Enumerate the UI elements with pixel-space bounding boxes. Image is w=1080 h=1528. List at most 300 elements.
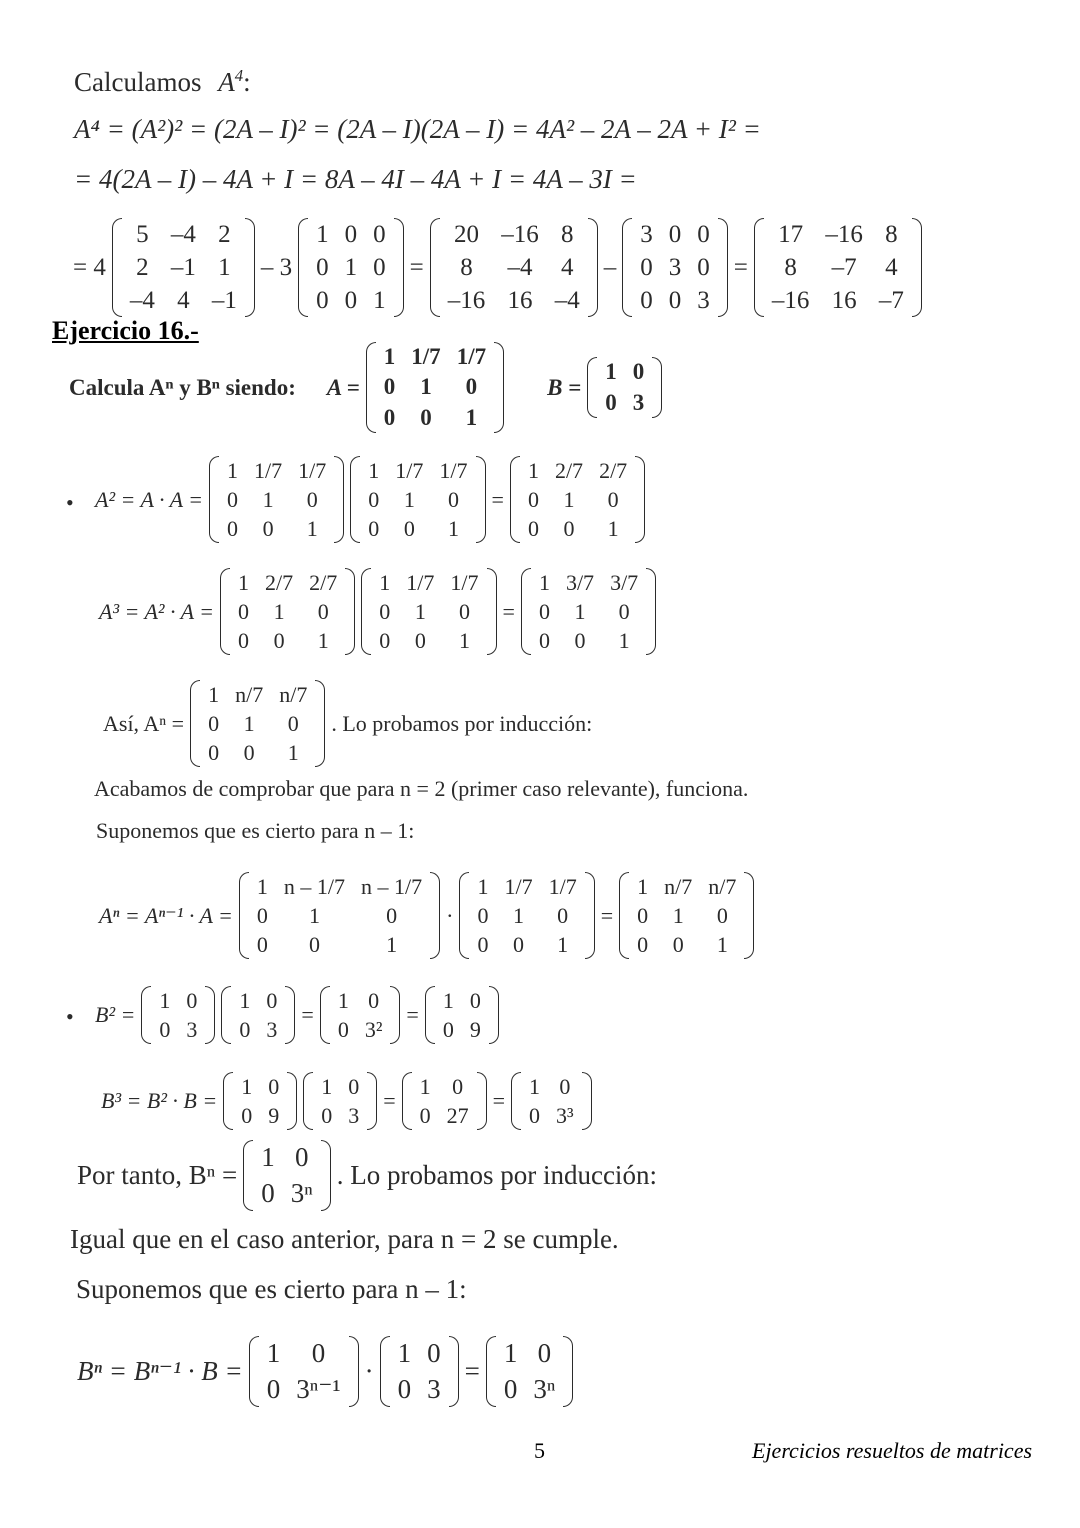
matrix-left-bracket <box>221 986 231 1044</box>
matrix-cell: 0 <box>397 1373 412 1404</box>
matrix-cell: 1 <box>465 404 478 430</box>
matrix-cell: 0 <box>261 1177 275 1208</box>
matrix-cell: 0 <box>427 1338 441 1368</box>
matrix-cell: 0 <box>227 487 239 513</box>
matrix-cell: 1 <box>529 1074 541 1099</box>
matrix-left-bracket <box>320 986 330 1044</box>
matrix-cell: 3ⁿ⁻¹ <box>296 1373 341 1404</box>
matrix-cell: 0 <box>316 287 329 314</box>
por-lhs: Por tanto, Bⁿ = <box>77 1160 238 1191</box>
matrix-cell: 1 <box>337 988 349 1013</box>
matrix-cell: 0 <box>477 932 489 958</box>
matrix <box>430 218 598 317</box>
matrix-body <box>259 1336 349 1407</box>
matrix-cell: 1 <box>563 487 575 513</box>
matrix-right-bracket <box>315 680 325 767</box>
matrix-b <box>587 357 662 418</box>
matrix-body <box>371 568 486 655</box>
igual-line: Igual que en el caso anterior, para n = 2 se cumple. <box>70 1224 619 1254</box>
result-matrix <box>425 986 499 1044</box>
matrix-right-bracket <box>494 342 504 433</box>
matrix-cell: 0 <box>386 903 398 929</box>
matrix-left-bracket <box>239 872 249 959</box>
matrix-cell: 8 <box>460 254 473 281</box>
matrix-left-bracket <box>361 568 371 655</box>
matrix-left-bracket <box>298 218 308 317</box>
bullet-a: • <box>66 490 74 515</box>
matrix-cell: 1/7 <box>439 458 468 483</box>
equals: = <box>409 253 424 281</box>
matrix-body <box>435 986 489 1044</box>
suppose-line-b: Suponemos que es cierto para n – 1: <box>76 1274 467 1304</box>
matrix-cell: 1 <box>458 628 470 654</box>
matrix-cell: 0 <box>266 988 278 1013</box>
matrix-cell: 1 <box>308 903 320 929</box>
matrix-body <box>313 1072 367 1130</box>
matrix <box>239 872 440 959</box>
matrix-cell: 0 <box>308 932 320 958</box>
matrix-cell: 1/7 <box>504 874 533 899</box>
matrix-cell: 1 <box>419 1074 431 1099</box>
matrix-right-bracket <box>287 1072 297 1130</box>
matrix-cell: 0 <box>697 221 710 248</box>
matrix-cell: 1 <box>316 221 329 248</box>
matrix <box>220 568 355 655</box>
matrix-cell: 1/7 <box>548 874 577 899</box>
matrix-cell: n/7 <box>708 874 737 899</box>
matrix-cell: 3 <box>427 1373 441 1404</box>
matrix-cell: 0 <box>256 932 268 958</box>
matrix-cell: 0 <box>273 628 285 654</box>
matrix-cell: 3³ <box>556 1103 574 1129</box>
matrix-cell: 0 <box>321 1103 333 1129</box>
matrix-left-bracket <box>303 1072 313 1130</box>
matrix-cell: 1 <box>261 1142 275 1172</box>
matrix-cell: –4 <box>554 287 580 314</box>
matrix-cell: 1 <box>716 932 728 958</box>
matrix-left-bracket <box>141 986 151 1044</box>
matrix-right-bracket <box>489 986 499 1044</box>
matrix-cell: 27 <box>446 1103 469 1129</box>
matrix-cell: 0 <box>477 903 489 929</box>
matrix <box>303 1072 377 1130</box>
matrix-cell: 0 <box>513 932 525 958</box>
matrix-cell: 2 <box>218 221 231 248</box>
bn-lhs: Bⁿ = Bⁿ⁻¹ · B = <box>77 1356 243 1387</box>
matrix-cell: 0 <box>268 1074 280 1099</box>
matrix-cell: 0 <box>640 254 653 281</box>
result-matrix <box>619 872 754 959</box>
matrix-cell: 1 <box>538 570 550 595</box>
matrix-cell: 3² <box>364 1017 383 1043</box>
matrix-body <box>440 218 588 317</box>
matrix-left-bracket <box>223 1072 233 1130</box>
matrix-body <box>253 1140 321 1211</box>
matrix-body <box>521 1072 582 1130</box>
matrix-cell: 0 <box>527 516 539 542</box>
result-matrix <box>486 1336 574 1407</box>
matrix-cell: 0 <box>697 254 710 281</box>
bn-line: Bⁿ = Bⁿ⁻¹ · B = 1 0 0 3ⁿ⁻¹ · 1 0 0 3 = 1 0 0 3ⁿ <box>74 1336 576 1407</box>
matrix-cell: 1 <box>239 988 251 1013</box>
matrix <box>320 986 401 1044</box>
matrix-right-bracket <box>334 456 344 543</box>
calculamos-exp: 4 <box>234 66 244 85</box>
matrix-cell: –4 <box>129 287 155 314</box>
matrix-cell: 1 <box>618 628 630 654</box>
dot: · <box>364 1356 374 1387</box>
matrix-right-bracket <box>321 1140 331 1211</box>
matrix-cell: 0 <box>241 1103 253 1129</box>
matrix-cell: 0 <box>337 1017 349 1043</box>
matrix-body <box>231 986 285 1044</box>
matrix-cell: 0 <box>618 599 630 625</box>
matrix-cell: 1 <box>306 516 318 542</box>
matrix <box>622 218 728 317</box>
matrix-cell: –16 <box>825 221 863 248</box>
identity-matrix <box>298 218 404 317</box>
matrix-cell: 9 <box>268 1103 280 1129</box>
matrix-cell: 16 <box>831 287 857 314</box>
matrix-body <box>219 456 334 543</box>
matrix-body <box>520 456 635 543</box>
matrix-cell: 0 <box>266 1373 281 1404</box>
coef-4: = 4 <box>73 253 106 281</box>
matrix-cell: 2 <box>136 254 149 281</box>
matrix-left-bracket <box>511 1072 521 1130</box>
matrix <box>361 568 496 655</box>
matrix-left-bracket <box>430 218 440 317</box>
matrix-left-bracket <box>112 218 122 317</box>
matrix-body <box>496 1336 564 1407</box>
matrix-cell: 1 <box>266 1338 281 1368</box>
b2-line: B² = 1 0 0 3 1 0 0 3 = 1 0 0 3² = 1 0 0 9 <box>92 986 502 1044</box>
matrix-body <box>200 680 315 767</box>
matrix-cell: 0 <box>420 404 432 430</box>
matrix-a <box>366 342 504 433</box>
matrix-cell: n/7 <box>279 682 308 707</box>
matrix-cell: 0 <box>632 359 645 385</box>
matrix-cell: 1 <box>241 1074 253 1099</box>
a-label: A = <box>326 374 360 400</box>
matrix-cell: 17 <box>778 221 804 248</box>
asi-tail: . Lo probamos por inducción: <box>331 710 593 736</box>
matrix-cell: 1 <box>159 988 171 1013</box>
matrix-cell: 0 <box>243 740 255 766</box>
por-tanto-line <box>74 1140 660 1211</box>
a4-matrix-line <box>70 218 925 317</box>
asi-lhs: Así, Aⁿ = <box>103 710 185 736</box>
matrix-cell: 0 <box>238 599 250 625</box>
matrix-cell: 0 <box>208 711 220 737</box>
matrix-cell: 0 <box>317 599 329 625</box>
matrix-cell: 1/7 <box>298 458 327 483</box>
result-matrix <box>754 218 922 317</box>
matrix-cell: 3 <box>640 221 653 248</box>
matrix-left-bracket <box>510 456 520 543</box>
matrix <box>209 456 344 543</box>
matrix-cell: 0 <box>559 1074 571 1099</box>
matrix-right-bracket <box>744 872 754 959</box>
matrix-right-bracket <box>394 218 404 317</box>
matrix-cell: 16 <box>507 287 533 314</box>
matrix-cell: 0 <box>316 254 329 281</box>
matrix-cell: 8 <box>784 254 797 281</box>
matrix-cell: 0 <box>287 711 299 737</box>
matrix-cell: 0 <box>311 1338 326 1368</box>
matrix-cell: 4 <box>177 287 190 314</box>
result-matrix <box>510 456 645 543</box>
matrix-right-bracket <box>367 1072 377 1130</box>
matrix-right-bracket <box>585 872 595 959</box>
matrix-cell: 0 <box>383 404 396 430</box>
matrix-cell: 4 <box>885 254 898 281</box>
matrix-right-bracket <box>487 568 497 655</box>
matrix-cell: 1 <box>513 903 525 929</box>
matrix-cell: 0 <box>256 903 268 929</box>
matrix-left-bracket <box>622 218 632 317</box>
matrix-cell: 1 <box>256 874 268 899</box>
matrix-body <box>376 342 494 433</box>
matrix-cell: 2/7 <box>265 570 294 595</box>
matrix-cell: –1 <box>211 287 237 314</box>
asi-line <box>100 680 595 767</box>
matrix-cell: 1 <box>527 458 539 483</box>
matrix-cell: 1 <box>403 487 415 513</box>
matrix-cell: 0 <box>557 903 569 929</box>
matrix <box>141 986 215 1044</box>
matrix-cell: 1 <box>287 740 299 766</box>
matrix-cell: 1 <box>557 932 569 958</box>
matrix-cell: 0 <box>186 988 198 1013</box>
matrix-cell: 0 <box>379 599 391 625</box>
matrix-cell: –7 <box>878 287 904 314</box>
matrix-cell: 0 <box>419 1103 431 1129</box>
matrix-body <box>390 1336 449 1407</box>
por-tail: . Lo probamos por inducción: <box>336 1160 657 1191</box>
matrix-left-bracket <box>402 1072 412 1130</box>
minus: – <box>603 253 617 281</box>
matrix-cell: 3 <box>266 1017 278 1043</box>
calculamos-line: Calculamos $A^4$: <box>74 66 251 97</box>
matrix-cell: 0 <box>529 1103 541 1129</box>
matrix-cell: 1/7 <box>406 570 435 595</box>
page-number: 5 <box>534 1438 545 1463</box>
matrix-cell: 3/7 <box>610 570 639 595</box>
matrix-cell: 0 <box>447 487 459 513</box>
matrix-cell: 1 <box>386 932 398 958</box>
matrix-cell: 1 <box>420 374 432 400</box>
matrix-cell: 1 <box>238 570 250 595</box>
matrix-cell: –16 <box>447 287 486 314</box>
matrix-cell: 0 <box>607 487 619 513</box>
matrix-cell: –16 <box>501 221 539 248</box>
matrix-cell: 0 <box>452 1074 464 1099</box>
matrix-body <box>531 568 646 655</box>
matrix-cell: 8 <box>885 221 898 248</box>
matrix-cell: 0 <box>574 628 586 654</box>
matrix-right-bracket <box>430 872 440 959</box>
matrix <box>459 872 594 959</box>
matrix-right-bracket <box>349 1336 359 1407</box>
matrix-cell: 0 <box>527 487 539 513</box>
matrix-cell: 0 <box>605 389 617 415</box>
matrix-cell: 0 <box>344 287 358 314</box>
matrix-right-bracket <box>476 456 486 543</box>
matrix-left-bracket <box>425 986 435 1044</box>
a4-line-2: = 4(2A – I) – 4A + I = 8A – 4I – 4A + I = 4A – 3I = <box>74 164 637 194</box>
matrix-cell: 3 <box>632 389 645 415</box>
matrix-cell: 0 <box>368 487 380 513</box>
matrix-cell: 1 <box>218 254 231 281</box>
a3-line: A³ = A² · A = 1 2/7 2/7 0 1 0 0 0 1 1 1/7 1/7 0 1 0 0 0 1 = 1 3/7 3/7 0 1 0 0 0 1 <box>96 568 659 655</box>
matrix-body <box>469 872 584 959</box>
matrix-cell: –16 <box>771 287 810 314</box>
matrix-cell: 0 <box>442 1017 454 1043</box>
matrix-cell: 1 <box>574 599 586 625</box>
matrix-body <box>308 218 394 317</box>
matrix-cell: –4 <box>507 254 533 281</box>
matrix-left-bracket <box>380 1336 390 1407</box>
matrix-right-bracket <box>912 218 922 317</box>
matrix-cell: 0 <box>373 254 386 281</box>
matrix-left-bracket <box>486 1336 496 1407</box>
matrix-cell: 1 <box>442 988 454 1013</box>
check-line: Acabamos de comprobar que para n = 2 (primer caso relevante), funciona. <box>94 776 749 801</box>
matrix-cell: 1 <box>414 599 426 625</box>
matrix-cell: 0 <box>294 1142 309 1172</box>
matrix-right-bracket <box>718 218 728 317</box>
matrix-cell: 0 <box>563 516 575 542</box>
matrix-body <box>233 1072 287 1130</box>
matrix-cell: 1/7 <box>411 344 441 369</box>
matrix <box>223 1072 297 1130</box>
matrix <box>221 986 295 1044</box>
matrix-cell: 1/7 <box>395 458 424 483</box>
matrix-cell: 3/7 <box>565 570 595 595</box>
matrix-cell: 0 <box>306 487 318 513</box>
matrix <box>112 218 255 317</box>
problem-statement <box>66 342 665 433</box>
a4-line-1: A⁴ = (A²)² = (2A – I)² = (2A – I)(2A – I) = 4A² – 2A – 2A + I² = <box>74 114 761 144</box>
matrix-cell: 1/7 <box>456 344 487 369</box>
matrix-left-bracket <box>754 218 764 317</box>
calculamos-target: A <box>218 67 235 97</box>
b3-line: B³ = B² · B = 1 0 0 9 1 0 0 3 = 1 0 0 27 = 1 0 0 3³ <box>98 1072 595 1130</box>
matrix-body <box>122 218 245 317</box>
matrix-cell: 1 <box>447 516 459 542</box>
matrix-cell: 0 <box>414 628 426 654</box>
matrix-cell: 3 <box>668 254 682 281</box>
matrix-cell: 0 <box>668 287 682 314</box>
equals: = <box>733 253 748 281</box>
matrix <box>249 1336 359 1407</box>
matrix-cell: 0 <box>239 1017 251 1043</box>
matrix-left-bracket <box>249 1336 259 1407</box>
matrix-cell: 9 <box>469 1017 481 1043</box>
matrix-right-bracket <box>449 1336 459 1407</box>
matrix-cell: n – 1/7 <box>283 874 346 899</box>
matrix-cell: 0 <box>403 516 415 542</box>
matrix-cell: 2/7 <box>554 458 584 483</box>
an-lhs: Aⁿ = Aⁿ⁻¹ · A = <box>99 902 233 928</box>
matrix-cell: –7 <box>831 254 857 281</box>
footer-title: Ejercicios resueltos de matrices <box>752 1438 1033 1463</box>
matrix-cell: 0 <box>637 932 649 958</box>
matrix-left-bracket <box>209 456 219 543</box>
matrix-left-bracket <box>459 872 469 959</box>
matrix-cell: 8 <box>560 221 574 248</box>
minus-3: – 3 <box>260 253 293 281</box>
matrix-left-bracket <box>366 342 376 433</box>
matrix-right-bracket <box>477 1072 487 1130</box>
matrix-cell: 0 <box>503 1373 518 1404</box>
matrix-cell: 0 <box>469 988 481 1013</box>
matrix-cell: 0 <box>373 221 386 248</box>
matrix-cell: 0 <box>537 1338 552 1368</box>
matrix-cell: 1 <box>208 682 220 707</box>
matrix-body <box>360 456 475 543</box>
matrix-cell: 1 <box>605 359 617 385</box>
matrix-right-bracket <box>652 357 662 418</box>
matrix-cell: 1 <box>477 874 489 899</box>
calculamos-label: Calculamos <box>74 67 202 97</box>
a3-lhs: A³ = A² · A = <box>99 598 215 624</box>
matrix-cell: 1 <box>344 254 358 281</box>
matrix-cell: 1 <box>321 1074 333 1099</box>
matrix-cell: 0 <box>208 740 220 766</box>
matrix-right-bracket <box>588 218 598 317</box>
matrix-cell: 1 <box>397 1338 412 1368</box>
matrix-left-bracket <box>587 357 597 418</box>
matrix-cell: 0 <box>538 628 550 654</box>
matrix-cell: 0 <box>227 516 239 542</box>
matrix-cell: 1 <box>607 516 619 542</box>
matrix-cell: 0 <box>344 221 358 248</box>
matrix-cell: 1 <box>243 711 255 737</box>
b-label: B = <box>547 374 582 400</box>
problem-text: Calcula Aⁿ y Bⁿ siendo: <box>69 374 296 400</box>
dot: · <box>446 902 454 928</box>
matrix-body <box>230 568 345 655</box>
matrix-cell: 1 <box>227 458 239 483</box>
result-matrix <box>511 1072 592 1130</box>
matrix-left-bracket <box>619 872 629 959</box>
matrix-body <box>330 986 391 1044</box>
matrix-cell: 0 <box>465 374 478 400</box>
matrix-cell: 0 <box>379 628 391 654</box>
matrix-left-bracket <box>190 680 200 767</box>
exercise-heading: Ejercicio 16.- <box>52 316 199 345</box>
matrix-cell: 0 <box>348 1074 360 1099</box>
matrix-cell: 1/7 <box>254 458 283 483</box>
matrix-an <box>190 680 325 767</box>
suppose-line-a: Suponemos que es cierto para n – 1: <box>96 818 415 843</box>
a2-lhs: A² = A · A = <box>95 486 204 512</box>
matrix-cell: 3 <box>697 287 710 314</box>
matrix-body <box>764 218 912 317</box>
matrix <box>402 1072 487 1130</box>
matrix-cell: 3ⁿ <box>290 1177 313 1208</box>
an-line: Aⁿ = Aⁿ⁻¹ · A = 1 n – 1/7 n – 1/7 0 1 0 0 0 1 · 1 1/7 1/7 0 1 0 0 0 1 = 1 n/7 n/7 0 1 0 0 0 1 <box>96 872 757 959</box>
matrix-body <box>151 986 205 1044</box>
matrix-cell: 1 <box>637 874 649 899</box>
matrix-cell: –4 <box>170 221 196 248</box>
matrix-cell: 0 <box>637 903 649 929</box>
a2-line: A² = A · A = 1 1/7 1/7 0 1 0 0 0 1 1 1/7 1/7 0 1 0 0 0 1 = 1 2/7 2/7 0 1 0 0 0 1 <box>92 456 648 543</box>
matrix-right-bracket <box>563 1336 573 1407</box>
matrix <box>350 456 485 543</box>
